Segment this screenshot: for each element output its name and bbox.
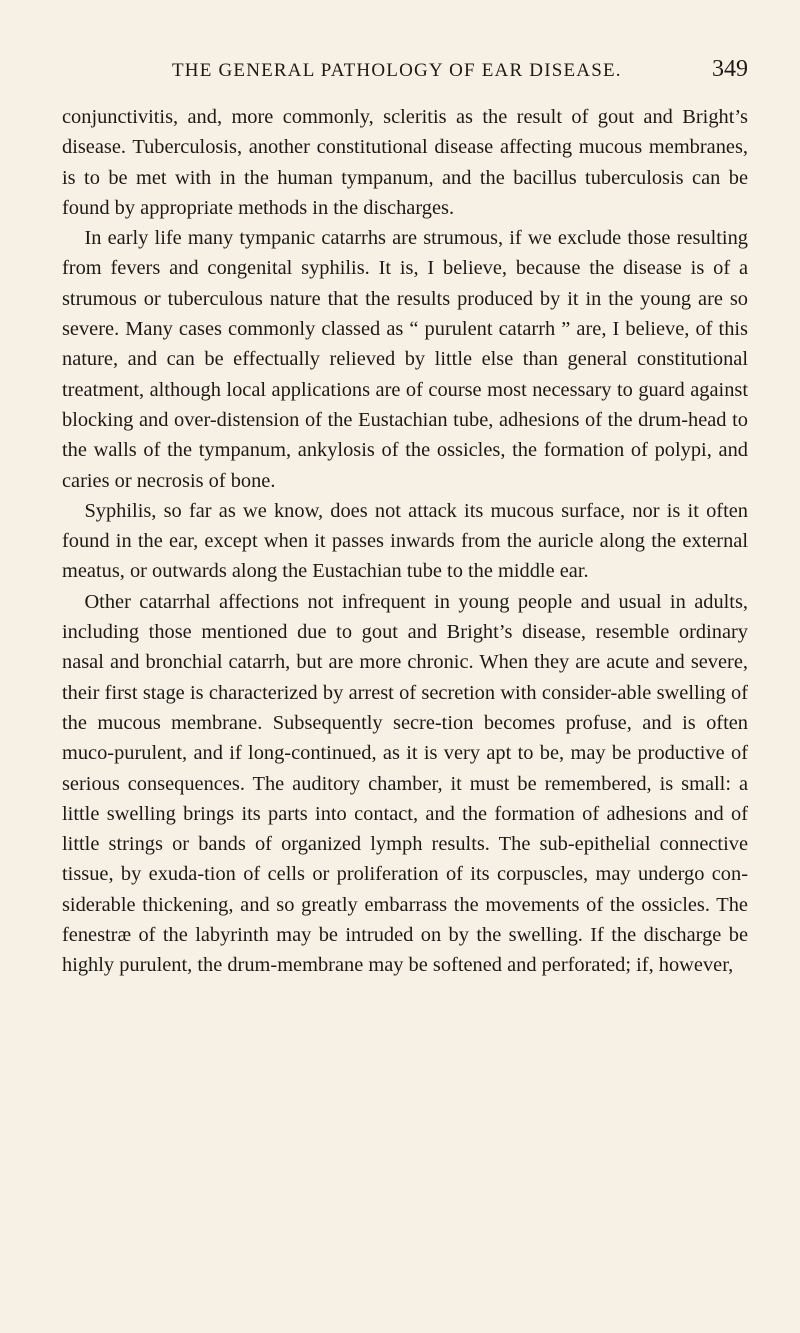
- paragraph: Syphilis, so far as we know, does not attack its mucous surface, nor is it often found in the ear, except when it passes inwards from the auricle along the external meatus, or outwards along the Eustachian tube to the middle ear.: [62, 499, 748, 583]
- page-number: 349: [712, 56, 748, 82]
- body-text: [62, 102, 748, 981]
- paragraph: In early life many tympanic catarrhs are strumous, if we exclude those resulting from fevers and congenital syphilis. It is, I believe, because the disease is of a strumous or tuberculous nature that the results produced by it in the young are so severe. Many cases commonly classed as “ purulent catarrh ” are, I believe, of this nature, and can be effectually relieved by little else than general constitutional treatment, although local applications are of course most necessary to guard against blocking and over-distension of the Eustachian tube, adhesions of the drum-head to the walls of the tympanum, ankylosis of the ossicles, the formation of polypi, and caries or necrosis of bone.: [62, 227, 748, 492]
- book-page: [62, 56, 748, 981]
- running-head: [62, 56, 748, 88]
- paragraph: conjunctivitis, and, more commonly, scleritis as the result of gout and Bright’s disease. Tuberculosis, another constitutional disease affecting mucous membranes, is to be met with in the human tympanum, and the bacillus tuberculosis can be found by appropriate methods in the discharges.: [62, 106, 748, 219]
- paragraph: Other catarrhal affections not infrequent in young people and usual in adults, including those mentioned due to gout and Bright’s disease, resemble ordinary nasal and bronchial catarrh, but are more chronic. When they are acute and severe, their first stage is characterized by arrest of secretion with consider-able swelling of the mucous membrane. Subsequently secre-tion becomes profuse, and is often muco-purulent, and if long-continued, as it is very apt to be, may be productive of serious consequences. The auditory chamber, it must be remembered, is small: a little swelling brings its parts into contact, and the formation of adhesions and of little strings or bands of organized lymph results. The sub-epithelial connective tissue, by exuda-tion of cells or proliferation of its corpuscles, may undergo con-siderable thickening, and so greatly embarrass the movements of the ossicles. The fenestræ of the labyrinth may be intruded on by the swelling. If the discharge be highly purulent, the drum-membrane may be softened and perforated; if, however,: [62, 590, 748, 977]
- running-title: THE GENERAL PATHOLOGY OF EAR DISEASE.: [172, 60, 622, 81]
